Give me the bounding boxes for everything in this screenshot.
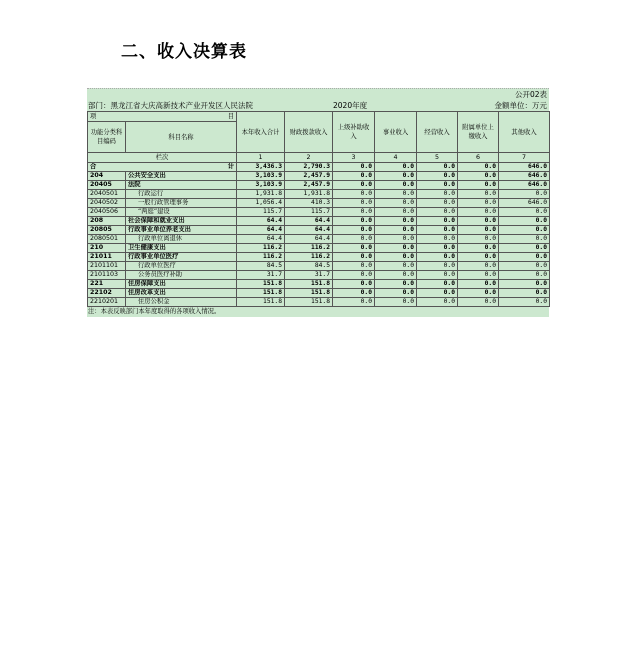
row-value: 0.0 (417, 190, 458, 199)
row-value: 1,931.8 (285, 190, 333, 199)
row-value: 151.8 (237, 280, 285, 289)
income-table (87, 111, 550, 307)
row-value: 0.0 (333, 244, 375, 253)
row-value: 0.0 (375, 199, 417, 208)
row-value: 84.5 (285, 262, 333, 271)
row-value: 0.0 (499, 208, 550, 217)
row-value: 646.0 (499, 172, 550, 181)
row-value: 3,103.9 (237, 172, 285, 181)
row-value: 0.0 (499, 226, 550, 235)
row-value: 0.0 (333, 280, 375, 289)
table-row (88, 199, 550, 208)
row-value: 0.0 (333, 289, 375, 298)
total-label-left: 合 (90, 163, 97, 170)
col-num-6: 6 (458, 153, 499, 163)
row-value: 31.7 (237, 271, 285, 280)
table-row (88, 181, 550, 190)
row-value: 0.0 (417, 235, 458, 244)
row-value: 0.0 (333, 226, 375, 235)
row-value: 0.0 (375, 172, 417, 181)
row-value: 0.0 (417, 280, 458, 289)
row-name: 公务员医疗补助 (126, 271, 237, 280)
total-value: 646.0 (499, 163, 550, 172)
row-code: 2101101 (88, 262, 126, 271)
row-value: 0.0 (499, 217, 550, 226)
header-code: 功能分类科目编码 (88, 122, 126, 153)
row-value: 151.8 (285, 280, 333, 289)
row-value: 0.0 (375, 298, 417, 307)
header-col-7: 其他收入 (499, 112, 550, 153)
row-code: 221 (88, 280, 126, 289)
row-value: 0.0 (417, 172, 458, 181)
row-value: 64.4 (237, 226, 285, 235)
header-col-5: 经营收入 (417, 112, 458, 153)
row-code: 208 (88, 217, 126, 226)
table-row (88, 226, 550, 235)
row-value: 0.0 (375, 226, 417, 235)
row-value: 1,931.8 (237, 190, 285, 199)
row-value: 0.0 (417, 253, 458, 262)
item-header-left: 项 (90, 113, 97, 120)
col-label-cell: 栏次 (88, 153, 237, 163)
row-value: 0.0 (458, 190, 499, 199)
row-name: 行政单位离退休 (126, 235, 237, 244)
row-value: 151.8 (237, 298, 285, 307)
row-name: 社会保障和就业支出 (126, 217, 237, 226)
row-value: 0.0 (417, 271, 458, 280)
row-value: 0.0 (499, 298, 550, 307)
item-header-cell (88, 112, 237, 122)
header-col-1: 本年收入合计 (237, 112, 285, 153)
row-value: 0.0 (458, 253, 499, 262)
row-value: 0.0 (375, 280, 417, 289)
row-code: 204 (88, 172, 126, 181)
income-statement-sheet (87, 88, 549, 317)
row-value: 0.0 (458, 244, 499, 253)
header-col-4: 事业收入 (375, 112, 417, 153)
row-value: 0.0 (417, 208, 458, 217)
row-name: 行政事业单位医疗 (126, 253, 237, 262)
row-value: 0.0 (499, 253, 550, 262)
row-value: 0.0 (417, 217, 458, 226)
row-value: 0.0 (333, 271, 375, 280)
row-value: 31.7 (285, 271, 333, 280)
row-value: 0.0 (417, 181, 458, 190)
row-value: 410.3 (285, 199, 333, 208)
row-value: 646.0 (499, 199, 550, 208)
total-value: 2,790.3 (285, 163, 333, 172)
row-value: 2,457.9 (285, 172, 333, 181)
row-value: 0.0 (458, 199, 499, 208)
row-code: 210 (88, 244, 126, 253)
row-value: 116.2 (237, 244, 285, 253)
row-value: 0.0 (458, 262, 499, 271)
row-name: 行政单位医疗 (126, 262, 237, 271)
table-row (88, 208, 550, 217)
row-name: 住房改革支出 (126, 289, 237, 298)
header-col-6: 附属单位上缴收入 (458, 112, 499, 153)
table-note: 注：本表反映部门本年度取得的各项收入情况。 (88, 308, 221, 315)
row-value: 0.0 (333, 172, 375, 181)
row-value: 0.0 (375, 253, 417, 262)
row-value: 0.0 (375, 208, 417, 217)
row-value: 0.0 (458, 271, 499, 280)
row-value: 115.7 (285, 208, 333, 217)
table-row (88, 244, 550, 253)
table-row (88, 271, 550, 280)
row-value: 0.0 (458, 235, 499, 244)
row-value: 0.0 (417, 244, 458, 253)
sheet-meta (87, 100, 549, 111)
row-value: 151.8 (285, 289, 333, 298)
table-row (88, 289, 550, 298)
total-value: 0.0 (333, 163, 375, 172)
total-value: 0.0 (417, 163, 458, 172)
row-value: 116.2 (237, 253, 285, 262)
row-code: 2040501 (88, 190, 126, 199)
unit-label: 金额单位：万元 (494, 101, 547, 110)
row-value: 0.0 (417, 262, 458, 271)
row-value: 0.0 (499, 190, 550, 199)
row-value: 0.0 (375, 190, 417, 199)
table-row (88, 217, 550, 226)
row-value: 0.0 (375, 181, 417, 190)
page-title: 二、收入决算表 (121, 42, 247, 62)
total-value: 3,436.3 (237, 163, 285, 172)
row-value: 0.0 (458, 217, 499, 226)
row-code: 2040506 (88, 208, 126, 217)
row-name: 住房公积金 (126, 298, 237, 307)
row-value: 646.0 (499, 181, 550, 190)
row-name: 住房保障支出 (126, 280, 237, 289)
row-code: 2080501 (88, 235, 126, 244)
row-value: 0.0 (458, 289, 499, 298)
row-value: 151.8 (285, 298, 333, 307)
row-value: 84.5 (237, 262, 285, 271)
table-row (88, 253, 550, 262)
table-row (88, 280, 550, 289)
row-value: 0.0 (417, 226, 458, 235)
header-row-colnums (88, 153, 550, 163)
table-row (88, 190, 550, 199)
row-value: 116.2 (285, 253, 333, 262)
row-value: 0.0 (417, 289, 458, 298)
row-value: 0.0 (417, 199, 458, 208)
row-value: 0.0 (375, 244, 417, 253)
header-name: 科目名称 (126, 122, 237, 153)
row-name: 法院 (126, 181, 237, 190)
item-header-right: 目 (227, 113, 235, 120)
table-row (88, 262, 550, 271)
row-value: 0.0 (458, 208, 499, 217)
header-col-2: 财政拨款收入 (285, 112, 333, 153)
total-row (88, 163, 550, 172)
col-num-3: 3 (333, 153, 375, 163)
table-row (88, 235, 550, 244)
row-value: 151.8 (237, 289, 285, 298)
form-number: 公开02表 (514, 90, 547, 99)
col-num-2: 2 (285, 153, 333, 163)
row-value: 0.0 (333, 199, 375, 208)
row-value: 0.0 (375, 271, 417, 280)
row-value: 0.0 (375, 235, 417, 244)
row-value: 0.0 (499, 271, 550, 280)
row-value: 64.4 (285, 217, 333, 226)
row-name: 公共安全支出 (126, 172, 237, 181)
row-value: 1,056.4 (237, 199, 285, 208)
row-value: 0.0 (333, 181, 375, 190)
row-value: 0.0 (375, 289, 417, 298)
row-value: 0.0 (499, 244, 550, 253)
row-value: 0.0 (458, 172, 499, 181)
row-value: 0.0 (458, 181, 499, 190)
row-value: 0.0 (499, 280, 550, 289)
total-value: 0.0 (375, 163, 417, 172)
row-name: 一般行政管理事务 (126, 199, 237, 208)
row-code: 20405 (88, 181, 126, 190)
row-value: 0.0 (333, 253, 375, 262)
department-label: 部门：黑龙江省大庆高新技术产业开发区人民法院 (88, 101, 253, 110)
row-value: 0.0 (458, 226, 499, 235)
row-value: 2,457.9 (285, 181, 333, 190)
row-value: 0.0 (333, 208, 375, 217)
row-value: 64.4 (285, 226, 333, 235)
header-row-item (88, 112, 550, 122)
row-name: 行政事业单位养老支出 (126, 226, 237, 235)
row-value: 64.4 (285, 235, 333, 244)
row-value: 0.0 (458, 298, 499, 307)
total-label-right: 计 (227, 163, 235, 170)
row-value: 0.0 (333, 190, 375, 199)
row-value: 0.0 (333, 262, 375, 271)
col-num-4: 4 (375, 153, 417, 163)
row-code: 21011 (88, 253, 126, 262)
row-value: 116.2 (285, 244, 333, 253)
row-name: 卫生健康支出 (126, 244, 237, 253)
row-code: 20805 (88, 226, 126, 235)
row-value: 64.4 (237, 235, 285, 244)
row-code: 2210201 (88, 298, 126, 307)
row-value: 0.0 (375, 262, 417, 271)
total-value: 0.0 (458, 163, 499, 172)
table-row (88, 298, 550, 307)
header-col-3: 上级补助收入 (333, 112, 375, 153)
row-value: 3,103.9 (237, 181, 285, 190)
row-code: 22102 (88, 289, 126, 298)
row-value: 0.0 (333, 217, 375, 226)
row-value: 0.0 (458, 280, 499, 289)
row-value: 0.0 (333, 235, 375, 244)
year-label: 2020年度 (333, 101, 368, 110)
row-value: 0.0 (499, 289, 550, 298)
row-value: 0.0 (499, 262, 550, 271)
row-name: “两庭”建设 (126, 208, 237, 217)
total-label-cell (88, 163, 237, 172)
row-value: 0.0 (417, 298, 458, 307)
row-code: 2101103 (88, 271, 126, 280)
col-num-7: 7 (499, 153, 550, 163)
row-value: 0.0 (333, 298, 375, 307)
row-name: 行政运行 (126, 190, 237, 199)
col-num-5: 5 (417, 153, 458, 163)
table-row (88, 172, 550, 181)
row-value: 0.0 (499, 235, 550, 244)
row-value: 64.4 (237, 217, 285, 226)
row-code: 2040502 (88, 199, 126, 208)
row-value: 0.0 (375, 217, 417, 226)
row-value: 115.7 (237, 208, 285, 217)
col-num-1: 1 (237, 153, 285, 163)
